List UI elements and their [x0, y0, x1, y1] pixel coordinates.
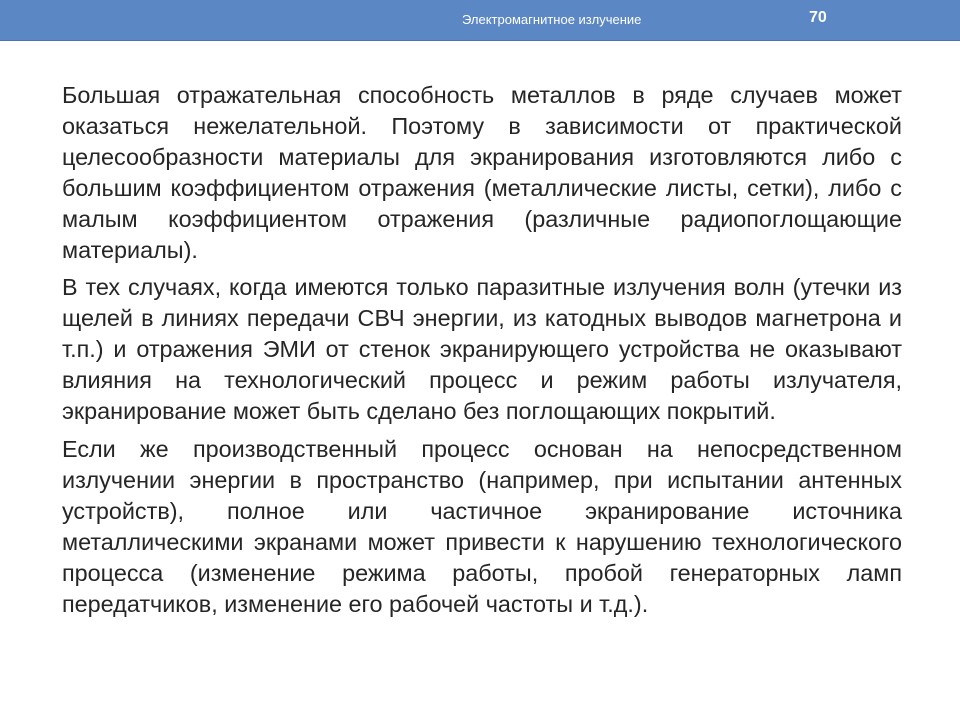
- slide-section-title: Электромагнитное излучение: [462, 12, 642, 27]
- slide-body: [62, 80, 902, 626]
- page-number: 70: [809, 9, 827, 26]
- header-bar: [0, 0, 960, 41]
- paragraph-1: Большая отражательная способность металлов в ряде случаев может оказаться нежелательной. Поэтому в зависимости от практической целесообразности материалы для экранирования изготовляются либо с большим коэффициентом отражения (металлические листы, сетки), либо с малым коэффициентом отражения (различные радиопоглощающие материалы).: [62, 82, 902, 263]
- paragraph-2: В тех случаях, когда имеются только паразитные излучения волн (утечки из щелей в линиях передачи СВЧ энергии, из катодных выводов магнетрона и т.п.) и отражения ЭМИ от стенок экранирующего устройства не оказывают влияния на технологический процесс и режим работы излучателя, экранирование может быть сделано без поглощающих покрытий.: [62, 274, 902, 425]
- paragraph-3: Если же производственный процесс основан на непосредственном излучении энергии в пространство (например, при испытании антенных устройств), полное или частичное экранирование источника металлическими экранами может привести к нарушению технологического процесса (изменение режима работы, пробой генераторных ламп передатчиков, изменение его рабочей частоты и т.д.).: [62, 435, 902, 617]
